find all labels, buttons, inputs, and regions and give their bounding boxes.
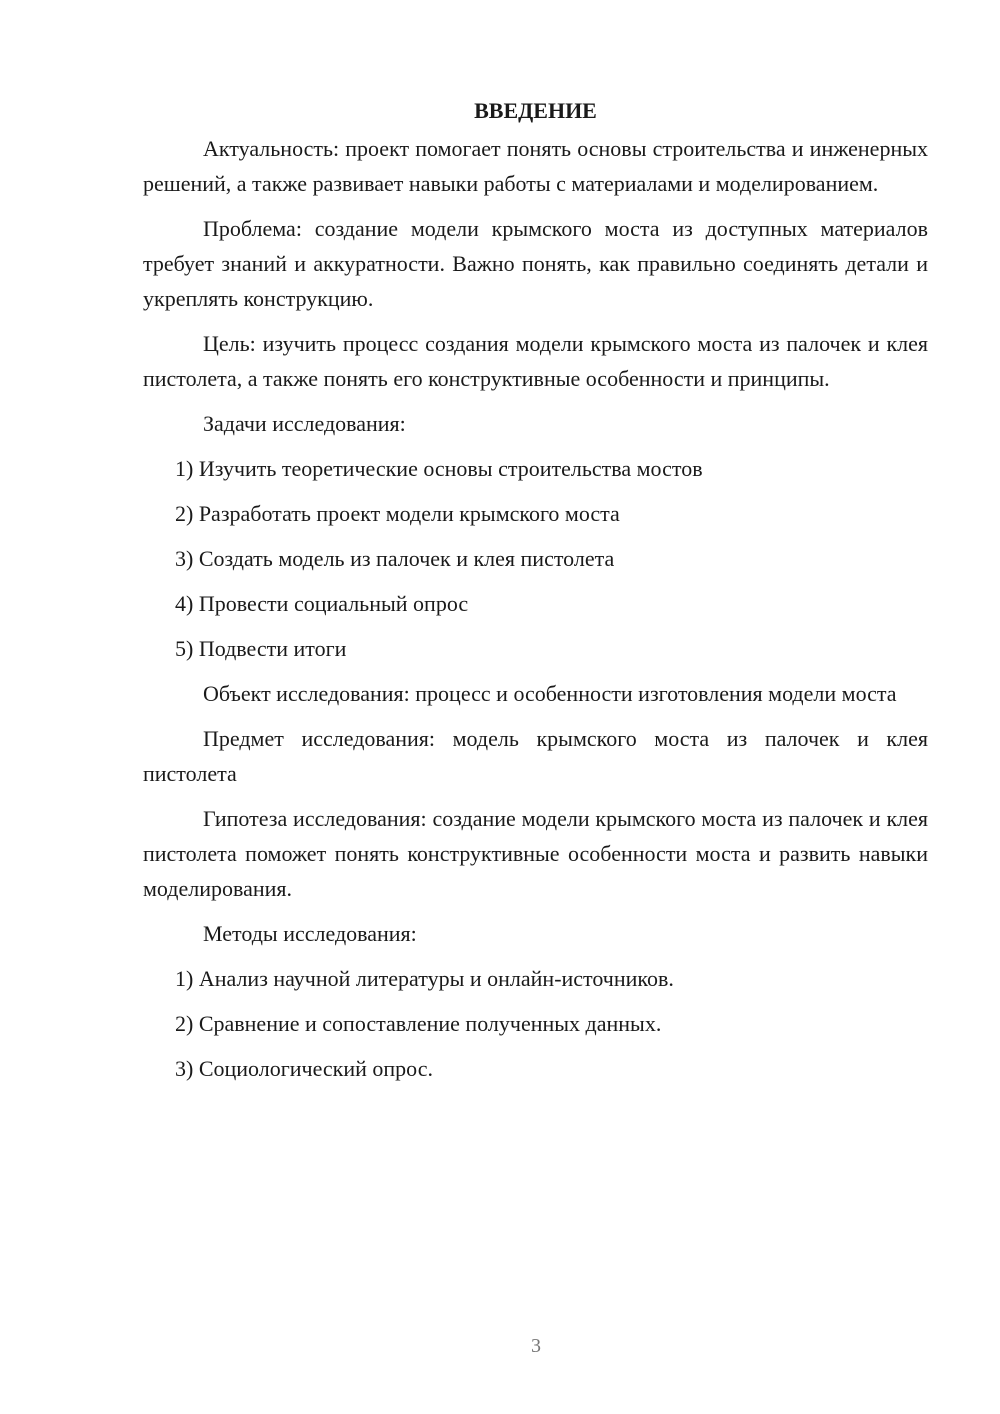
methods-heading: Методы исследования: bbox=[203, 921, 417, 946]
list-item: 3) Социологический опрос. bbox=[175, 1056, 433, 1081]
page-title: ВВЕДЕНИЕ bbox=[474, 98, 597, 123]
paragraph-subject: Предмет исследования: модель крымского моста из палочек и клея пистолета bbox=[143, 726, 928, 786]
paragraph-hypothesis: Гипотеза исследования: создание модели крымского моста из палочек и клея пистолета поможет понять конструктивные особенности моста и развить навыки моделирования. bbox=[143, 806, 928, 901]
list-item: 3) Создать модель из палочек и клея пистолета bbox=[175, 546, 615, 571]
methods-list bbox=[143, 961, 928, 1086]
paragraph-problem: Проблема: создание модели крымского моста из доступных материалов требует знаний и аккуратности. Важно понять, как правильно соединять детали и укреплять конструкцию. bbox=[143, 216, 928, 311]
list-item: 5) Подвести итоги bbox=[175, 636, 347, 661]
list-item: 2) Разработать проект модели крымского моста bbox=[175, 501, 620, 526]
document-page bbox=[143, 96, 928, 1096]
paragraph-relevance: Актуальность: проект помогает понять основы строительства и инженерных решений, а также развивает навыки работы с материалами и моделированием. bbox=[143, 136, 928, 196]
list-item: 1) Анализ научной литературы и онлайн-источников. bbox=[175, 966, 674, 991]
paragraph-goal: Цель: изучить процесс создания модели крымского моста из палочек и клея пистолета, а также понять его конструктивные особенности и принципы. bbox=[143, 331, 928, 391]
tasks-heading: Задачи исследования: bbox=[203, 411, 406, 436]
paragraph-object: Объект исследования: процесс и особенности изготовления модели моста bbox=[203, 681, 897, 706]
page-number: 3 bbox=[531, 1335, 541, 1357]
tasks-list bbox=[143, 451, 928, 666]
list-item: 4) Провести социальный опрос bbox=[175, 591, 469, 616]
list-item: 2) Сравнение и сопоставление полученных данных. bbox=[175, 1011, 662, 1036]
list-item: 1) Изучить теоретические основы строительства мостов bbox=[175, 456, 703, 481]
